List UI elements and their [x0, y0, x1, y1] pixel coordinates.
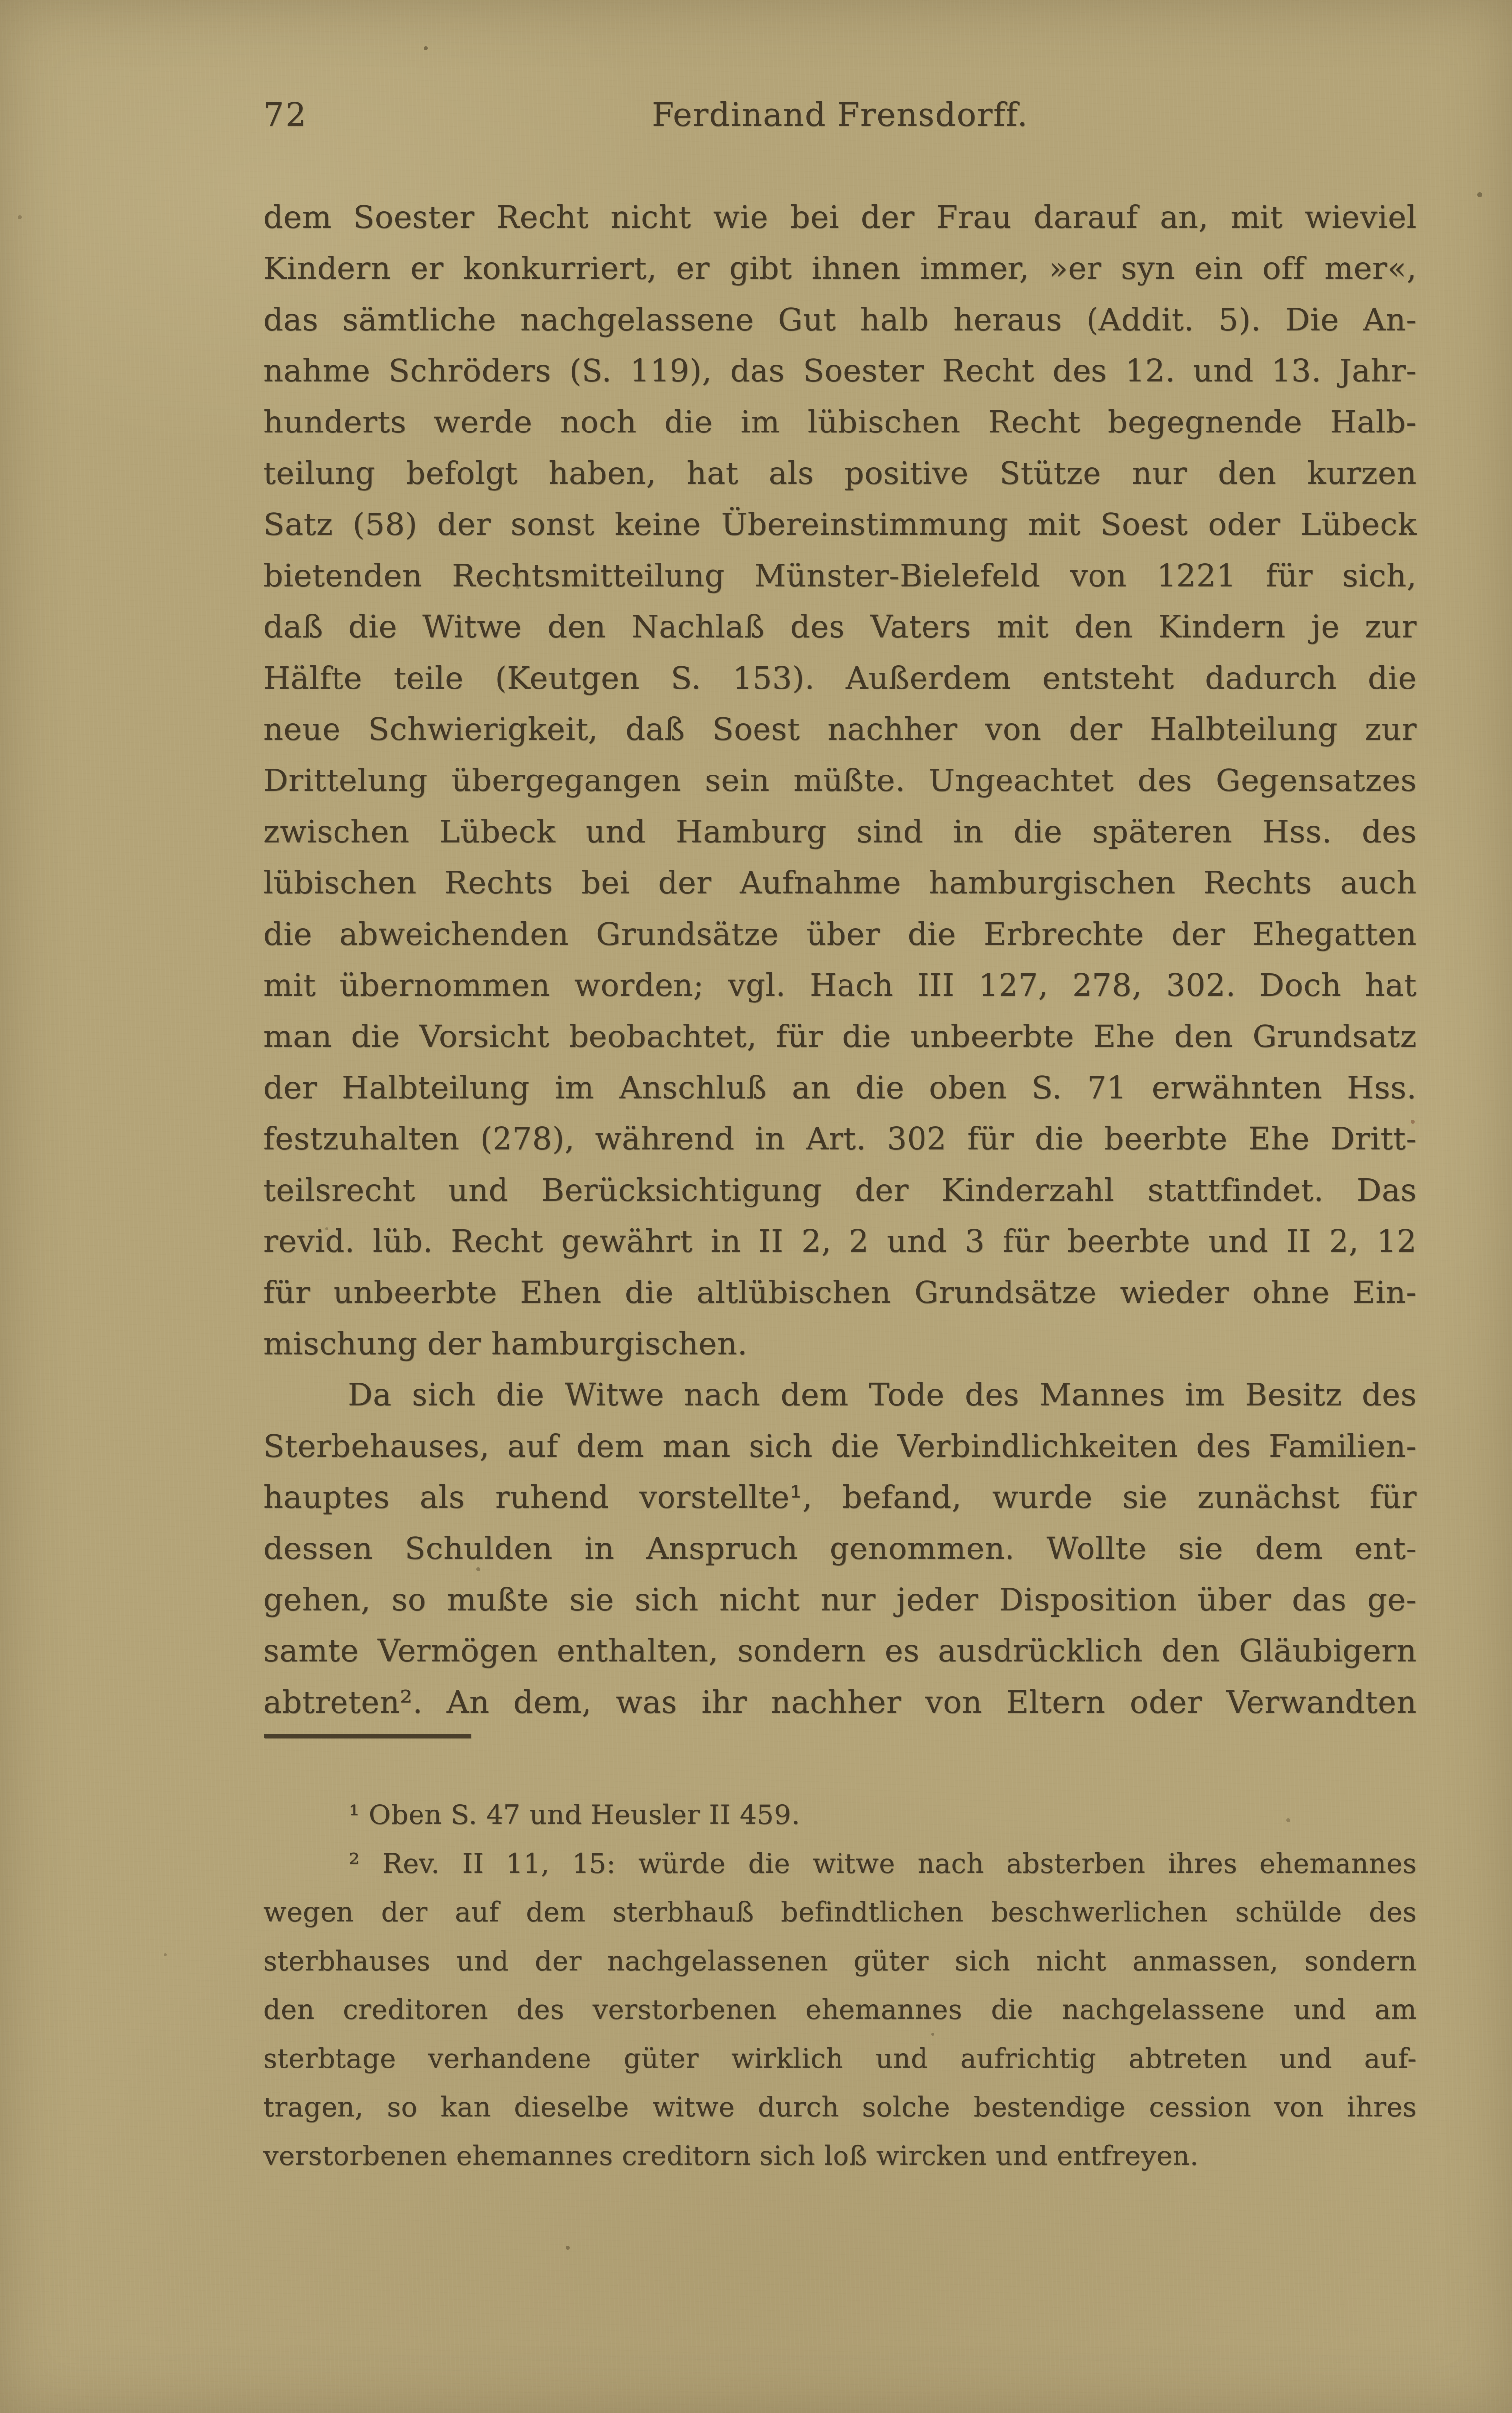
footnote-line: sterbhauses und der nachgelassenen güter sich nicht anmassen, sondern	[263, 1945, 1417, 1977]
footnote-separator-rule	[264, 1734, 471, 1738]
body-line: man die Vorsicht beobachtet, für die unbeerbte Ehe den Grundsatz	[263, 1018, 1417, 1054]
running-head	[263, 95, 1417, 135]
footnote-line: tragen, so kan dieselbe witwe durch solche bestendige cession von ihres	[263, 2091, 1417, 2123]
body-line: samte Vermögen enthalten, sondern es ausdrücklich den Gläubigern	[263, 1633, 1417, 1669]
body-line: Drittelung übergegangen sein müßte. Ungeachtet des Gegensatzes	[263, 762, 1417, 798]
body-line: nahme Schröders (S. 119), das Soester Recht des 12. und 13. Jahr-	[263, 352, 1417, 389]
footnote-line: ¹ Oben S. 47 und Heusler II 459.	[349, 1799, 800, 1830]
body-line: teilung befolgt haben, hat als positive Stütze nur den kurzen	[263, 455, 1417, 491]
footnotes-block	[263, 1791, 1417, 2180]
body-line: Da sich die Witwe nach dem Tode des Mannes im Besitz des	[348, 1377, 1417, 1413]
body-line: mit übernommen worden; vgl. Hach III 127, 278, 302. Doch hat	[263, 967, 1417, 1003]
body-line: daß die Witwe den Nachlaß des Vaters mit den Kindern je zur	[263, 608, 1417, 645]
footnote-line: den creditoren des verstorbenen ehemannes die nachgelassene und am	[263, 1994, 1417, 2025]
body-line: festzuhalten (278), während in Art. 302 für die beerbte Ehe Dritt-	[263, 1120, 1417, 1157]
body-line: Hälfte teile (Keutgen S. 153). Außerdem entsteht dadurch die	[263, 660, 1417, 696]
body-line: bietenden Rechtsmitteilung Münster-Bielefeld von 1221 für sich,	[263, 557, 1417, 594]
body-line: Kindern er konkurriert, er gibt ihnen immer, »er syn ein off mer«,	[263, 250, 1417, 286]
body-line: mischung der hamburgischen.	[263, 1325, 748, 1362]
body-text-block	[263, 191, 1417, 1727]
body-line: die abweichenden Grundsätze über die Erbrechte der Ehegatten	[263, 916, 1417, 952]
running-header-title: Ferdinand Frensdorff.	[652, 96, 1028, 134]
footnote-line: wegen der auf dem sterbhauß befindtlichen beschwerlichen schülde des	[263, 1896, 1417, 1928]
body-line: neue Schwierigkeit, daß Soest nachher von der Halbteilung zur	[263, 711, 1417, 747]
body-line: lübischen Rechts bei der Aufnahme hamburgischen Rechts auch	[263, 864, 1417, 901]
body-line: Sterbehauses, auf dem man sich die Verbindlichkeiten des Familien-	[263, 1428, 1417, 1464]
body-line: teilsrecht und Berücksichtigung der Kinderzahl stattfindet. Das	[263, 1172, 1417, 1208]
body-line: Satz (58) der sonst keine Übereinstimmung mit Soest oder Lübeck	[263, 506, 1417, 542]
body-line: der Halbteilung im Anschluß an die oben S. 71 erwähnten Hss.	[263, 1069, 1417, 1106]
body-line: für unbeerbte Ehen die altlübischen Grundsätze wieder ohne Ein-	[263, 1274, 1417, 1310]
footnote-line: sterbtage verhandene güter wirklich und aufrichtig abtreten und auf-	[263, 2043, 1417, 2074]
body-line: revid. lüb. Recht gewährt in II 2, 2 und 3 für beerbte und II 2, 12	[263, 1223, 1417, 1259]
body-line: dem Soester Recht nicht wie bei der Frau darauf an, mit wieviel	[263, 199, 1417, 235]
body-line: gehen, so mußte sie sich nicht nur jeder Disposition über das ge-	[263, 1581, 1417, 1618]
page-number: 72	[263, 96, 308, 134]
footnote-line: verstorbenen ehemannes creditorn sich loß wircken und entfreyen.	[263, 2140, 1199, 2171]
paper-specks	[0, 0, 2, 2]
body-line: abtreten². An dem, was ihr nachher von Eltern oder Verwandten	[263, 1684, 1417, 1720]
footnote-line: ² Rev. II 11, 15: würde die witwe nach absterben ihres ehemannes	[349, 1848, 1417, 1879]
body-line: das sämtliche nachgelassene Gut halb heraus (Addit. 5). Die An-	[263, 301, 1417, 338]
body-line: zwischen Lübeck und Hamburg sind in die späteren Hss. des	[263, 813, 1417, 850]
body-line: hunderts werde noch die im lübischen Recht begegnende Halb-	[263, 404, 1417, 440]
body-line: dessen Schulden in Anspruch genommen. Wollte sie dem ent-	[263, 1530, 1417, 1566]
body-line: hauptes als ruhend vorstellte¹, befand, wurde sie zunächst für	[263, 1479, 1417, 1515]
